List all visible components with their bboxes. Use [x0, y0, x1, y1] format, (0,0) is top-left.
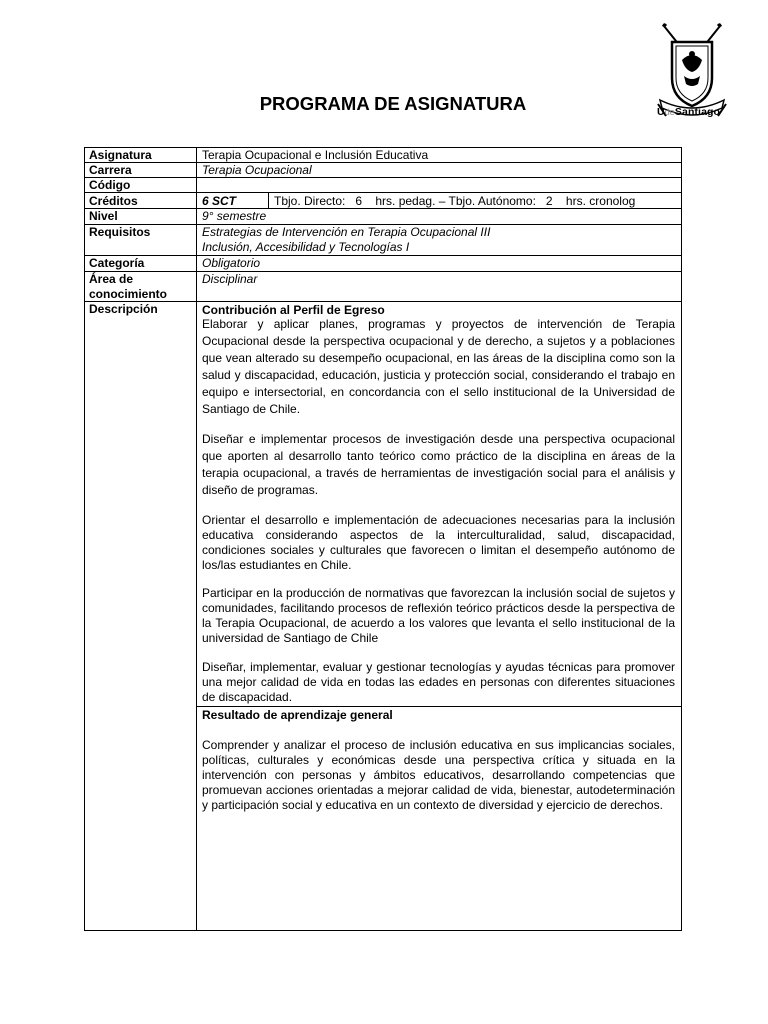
- table-column-divider: [196, 147, 197, 931]
- resultado-paragraph: Comprender y analizar el proceso de inclusión educativa en sus implicancias sociales, políticas, culturales y económicas desde una perspectiva crítica y situada en la intervención con personas y ámbitos educativos, desarrollando competencias que promuevan acciones orientadas a mejorar calidad de vida, bienestar, autodeterminación y participación social y educativa en un contexto de diversidad y ejercicio de derechos.: [202, 738, 675, 812]
- section-divider: [196, 706, 682, 707]
- label-requisitos: Requisitos: [89, 225, 151, 239]
- label-carrera: Carrera: [89, 163, 132, 177]
- university-wordmark: UdeSantiago: [657, 106, 721, 118]
- perfil-paragraph-4: Participar en la producción de normativas que favorezcan la inclusión social de sujetos y comunidades, facilitando procesos de reflexión teórico prácticos desde la perspectiva de la Terapia Ocupacional, de acuerdo a los valores que levanta el sello institucional de la universidad de Santiago de Chile: [202, 586, 675, 645]
- credits-cell-divider: [268, 193, 269, 208]
- row-divider: [84, 301, 682, 302]
- label-area-1: Área de: [89, 272, 134, 286]
- value-asignatura: Terapia Ocupacional e Inclusión Educativa: [202, 148, 429, 162]
- label-creditos: Créditos: [89, 194, 138, 208]
- value-requisitos-2: Inclusión, Accesibilidad y Tecnologías I: [202, 240, 410, 254]
- value-area: Disciplinar: [202, 272, 258, 286]
- value-nivel: 9° semestre: [202, 209, 267, 223]
- row-divider: [84, 271, 682, 272]
- perfil-paragraph-2: Diseñar e implementar procesos de investigación desde una perspectiva ocupacional que aporten al desarrollo tanto teórico como práctico de la disciplina en áreas de la terapia ocupacional, a través de herramientas de investigación social para el análisis y diseño de programas.: [202, 432, 675, 497]
- label-codigo: Código: [89, 178, 131, 192]
- value-categoria: Obligatorio: [202, 256, 261, 270]
- value-creditos-detail: Tbjo. Directo: 6 hrs. pedag. – Tbjo. Autónomo: 2 hrs. cronolog: [274, 194, 636, 208]
- resultado-title: Resultado de aprendizaje general: [202, 708, 393, 722]
- value-creditos-sct: 6 SCT: [202, 194, 237, 208]
- perfil-title: Contribución al Perfil de Egreso: [202, 303, 385, 317]
- label-categoria: Categoría: [89, 256, 145, 270]
- value-carrera: Terapia Ocupacional: [202, 163, 312, 177]
- label-nivel: Nivel: [89, 209, 118, 223]
- row-divider: [84, 255, 682, 256]
- label-asignatura: Asignatura: [89, 148, 152, 162]
- label-area-2: conocimiento: [89, 287, 168, 301]
- perfil-paragraph-1: Elaborar y aplicar planes, programas y proyectos de intervención de Terapia Ocupacional desde la perspectiva ocupacional y de derecho, a sujetos y a poblaciones que vean alterado su desempeño ocupacional, en las áreas de la disciplina como son la salud y discapacidad, educación, justicia y protección social, considerando el trabajo en equipo e intersectorial, en concordancia con el sello institucional de la Universidad de Santiago de Chile.: [202, 317, 675, 416]
- perfil-paragraph-3: Orientar el desarrollo e implementación de adecuaciones necesarias para la inclusión educativa considerando aspectos de la interculturalidad, salud, discapacidad, condiciones sociales y culturales que favorecen o limitan el desempeño autónomo de los/las estudiantes en Chile.: [202, 513, 675, 572]
- label-descripcion: Descripción: [89, 302, 158, 316]
- page-title-text: PROGRAMA DE ASIGNATURA: [259, 93, 527, 114]
- value-requisitos-1: Estrategias de Intervención en Terapia Ocupacional III: [202, 225, 491, 239]
- row-divider: [84, 192, 682, 193]
- row-divider: [84, 177, 682, 178]
- perfil-paragraph-5: Diseñar, implementar, evaluar y gestionar tecnologías y ayudas técnicas para promover una mejor calidad de vida en todas las edades en personas con diferentes situaciones de discapacidad.: [202, 660, 675, 704]
